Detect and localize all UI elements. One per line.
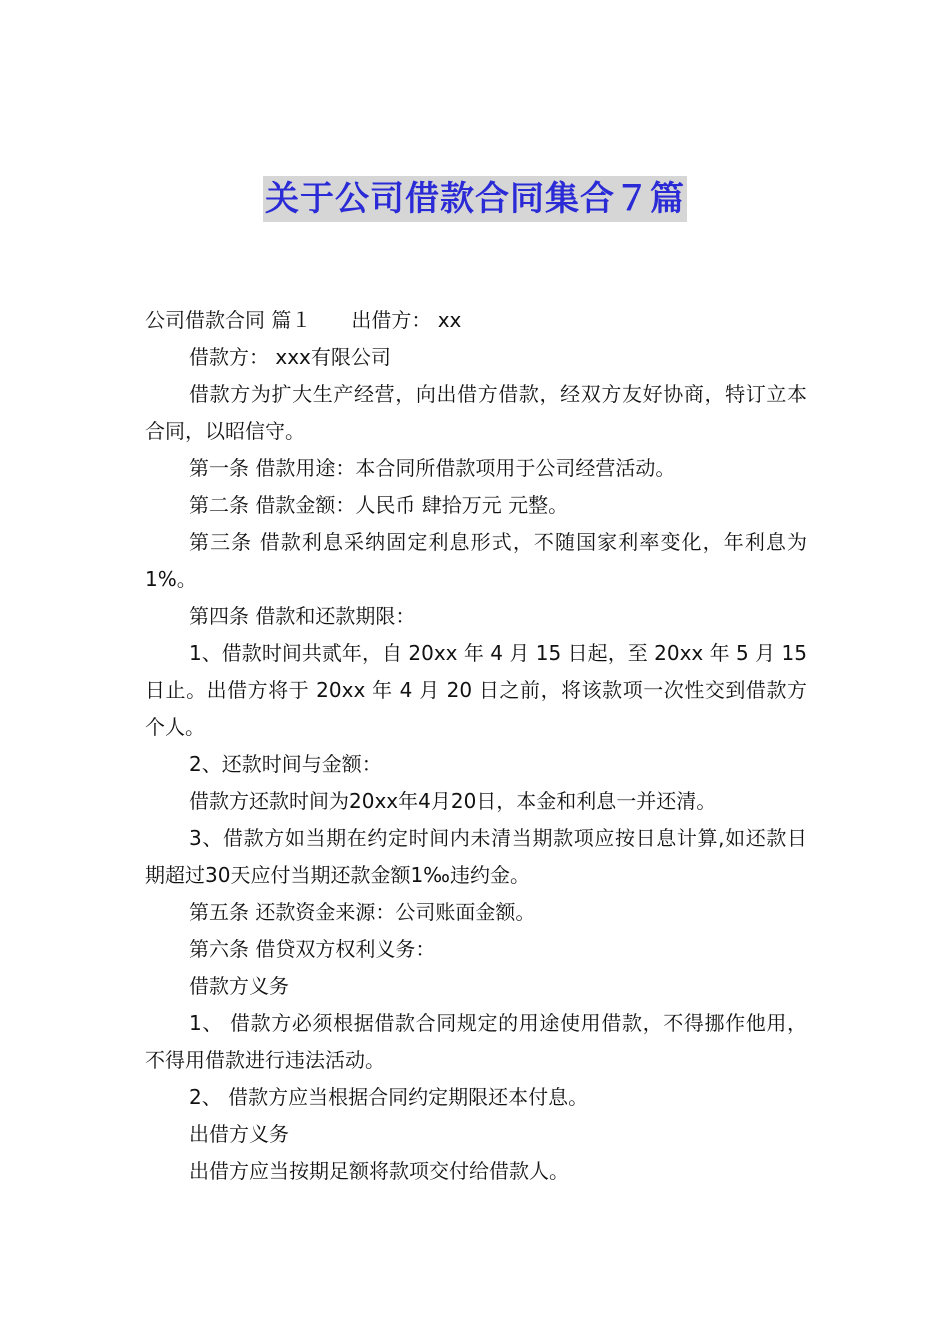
paragraph: 借款方： xxx有限公司 bbox=[189, 345, 391, 369]
paragraph: 2、 借款方应当根据合同约定期限还本付息。 bbox=[189, 1085, 589, 1109]
paragraph: 借款方为扩大生产经营，向出借方借款，经双方友好协商，特订立本合同，以昭信守。 bbox=[145, 382, 807, 443]
title-container bbox=[0, 176, 950, 222]
document-body bbox=[145, 302, 807, 1190]
contract-heading-line bbox=[145, 302, 807, 339]
paragraph: 借款方义务 bbox=[189, 974, 289, 998]
paragraph: 借款方还款时间为20xx年4月20日，本金和利息一并还清。 bbox=[189, 789, 717, 813]
paragraph: 第六条 借贷双方权利义务： bbox=[189, 937, 436, 961]
paragraph: 2、还款时间与金额： bbox=[189, 752, 382, 776]
lender-label: 出借方： xx bbox=[351, 308, 462, 332]
contract-heading: 公司借款合同 篇１ bbox=[145, 308, 312, 332]
paragraph: 1、 借款方必须根据借款合同规定的用途使用借款，不得挪作他用，不得用借款进行违法活动。 bbox=[145, 1011, 807, 1072]
paragraph: 第三条 借款利息采纳固定利息形式，不随国家利率变化，年利息为1%。 bbox=[145, 530, 807, 591]
paragraph: 1、借款时间共贰年，自 20xx 年 4 月 15 日起，至 20xx 年 5 月 15 日止。出借方将于 20xx 年 4 月 20 日之前，将该款项一次性交到借款方个人。 bbox=[145, 641, 807, 739]
paragraph: 第四条 借款和还款期限： bbox=[189, 604, 416, 628]
paragraph: 3、借款方如当期在约定时间内未清当期款项应按日息计算,如还款日期超过30天应付当期还款金额1‰违约金。 bbox=[145, 826, 807, 887]
paragraph: 出借方义务 bbox=[189, 1122, 289, 1146]
document-title: 关于公司借款合同集合７篇 bbox=[263, 176, 687, 222]
paragraph: 第一条 借款用途：本合同所借款项用于公司经营活动。 bbox=[189, 456, 676, 480]
paragraph: 第五条 还款资金来源：公司账面金额。 bbox=[189, 900, 536, 924]
paragraph: 出借方应当按期足额将款项交付给借款人。 bbox=[189, 1159, 569, 1183]
paragraph: 第二条 借款金额：人民币 肆拾万元 元整。 bbox=[189, 493, 569, 517]
